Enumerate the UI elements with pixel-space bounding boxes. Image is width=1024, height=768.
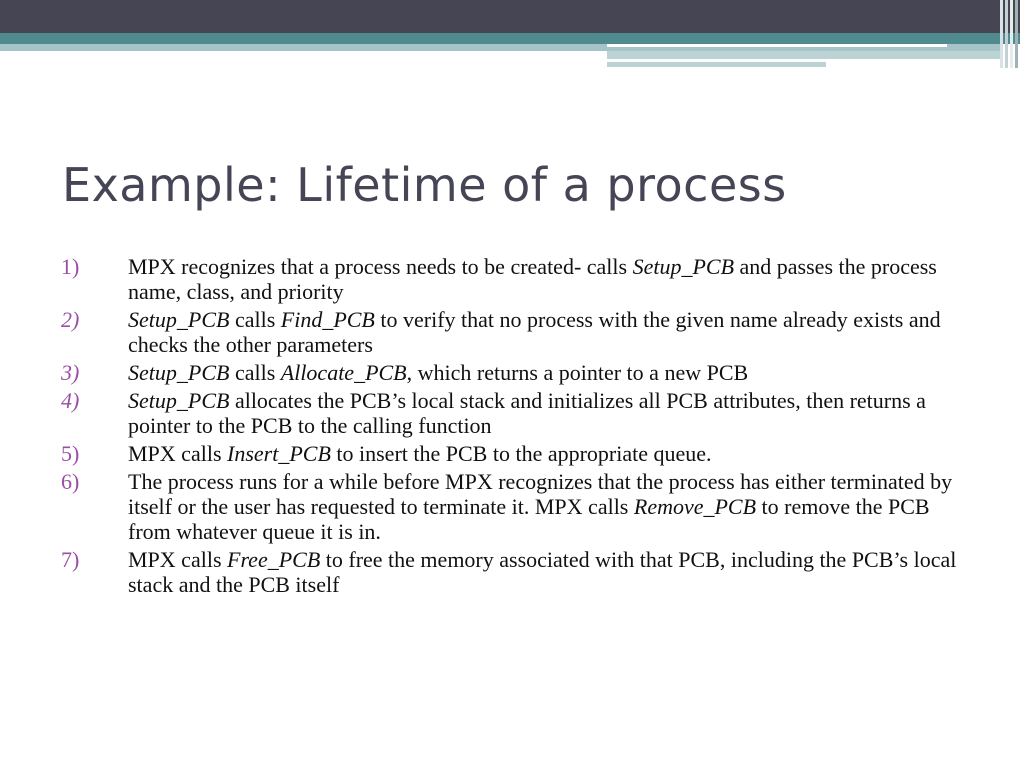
step-item bbox=[61, 547, 971, 597]
step-text bbox=[128, 388, 971, 438]
step-text-segment: to insert the PCB to the appropriate queue. bbox=[330, 441, 712, 466]
steps-list bbox=[61, 254, 971, 600]
step-text-segment: and passes the process name, class, and priority bbox=[128, 254, 937, 304]
step-text-segment: MPX calls bbox=[128, 547, 227, 572]
step-text-segment: allocates the PCB’s local stack and initializes all PCB attributes, then returns a pointer to the PCB to the calling function bbox=[128, 388, 926, 438]
step-text-segment: MPX calls bbox=[128, 441, 227, 466]
step-item bbox=[61, 469, 971, 544]
step-text-segment: to verify that no process with the given name already exists and checks the other parameters bbox=[128, 307, 941, 357]
step-text-segment: calls bbox=[229, 360, 281, 385]
step-function-name: Setup_PCB bbox=[632, 254, 735, 279]
step-text-segment: to free the memory associated with that PCB, including the PCB’s local stack and the PCB itself bbox=[128, 547, 957, 597]
step-function-name: Allocate_PCB bbox=[280, 360, 407, 385]
step-text-segment: to remove the PCB from whatever queue it is in. bbox=[128, 494, 930, 544]
step-number: 2) bbox=[61, 307, 80, 332]
step-text bbox=[128, 469, 971, 544]
header-band-gap bbox=[607, 44, 947, 47]
slide-title: Example: Lifetime of a process bbox=[62, 158, 787, 212]
step-function-name: Setup_PCB bbox=[128, 307, 230, 332]
step-number: 7) bbox=[61, 547, 80, 572]
step-number: 3) bbox=[61, 360, 80, 385]
step-text-segment: , which returns a pointer to a new PCB bbox=[406, 360, 749, 385]
step-item bbox=[61, 360, 971, 385]
header-band-light-tertiary bbox=[607, 62, 826, 67]
step-text-segment: calls bbox=[229, 307, 281, 332]
step-function-name: Setup_PCB bbox=[128, 388, 230, 413]
step-text-segment: MPX recognizes that a process needs to be created- calls bbox=[128, 254, 633, 279]
step-function-name: Free_PCB bbox=[227, 547, 321, 572]
step-function-name: Find_PCB bbox=[280, 307, 375, 332]
header-band-dark bbox=[0, 0, 1024, 33]
step-number: 5) bbox=[61, 441, 80, 466]
step-function-name: Setup_PCB bbox=[128, 360, 230, 385]
step-item bbox=[61, 441, 971, 466]
step-item bbox=[61, 307, 971, 357]
header-band-teal bbox=[0, 33, 1024, 44]
step-text bbox=[128, 441, 971, 466]
header-band-light-secondary bbox=[607, 51, 1002, 59]
step-text bbox=[128, 254, 971, 304]
step-number: 1) bbox=[61, 254, 80, 279]
step-item bbox=[61, 388, 971, 438]
step-function-name: Insert_PCB bbox=[227, 441, 331, 466]
corner-stripes-decoration bbox=[994, 0, 1024, 68]
step-number: 6) bbox=[61, 469, 80, 494]
step-text bbox=[128, 360, 971, 385]
step-function-name: Remove_PCB bbox=[633, 494, 757, 519]
step-text-segment: The process runs for a while before MPX recognizes that the process has either terminated by itself or the user has requested to terminate it. MPX calls bbox=[128, 469, 953, 519]
step-text bbox=[128, 547, 971, 597]
step-item bbox=[61, 254, 971, 304]
step-number: 4) bbox=[61, 388, 80, 413]
step-text bbox=[128, 307, 971, 357]
